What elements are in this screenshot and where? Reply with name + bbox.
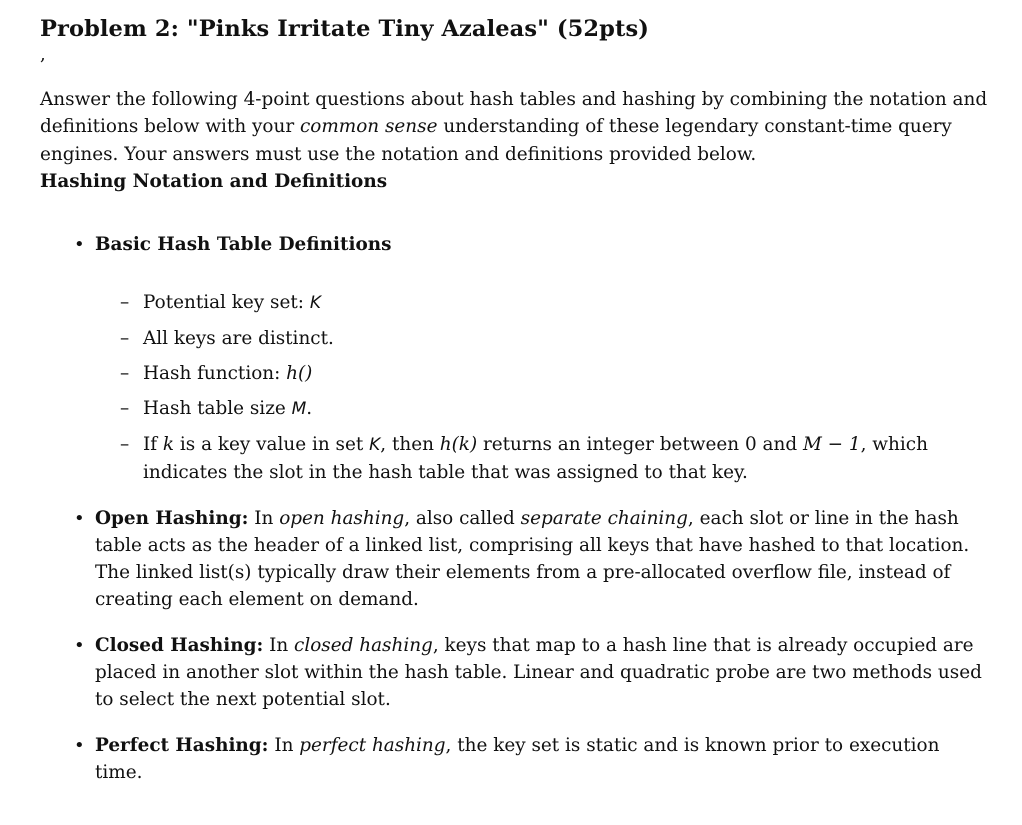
closed-hashing-text: , keys that map to a hash line that is already occupied are placed in another slot within the hash table. Linear and quadratic probe are two methods used to select the next potential slot. <box>95 635 982 711</box>
open-hashing-heading: Open Hashing: <box>95 508 249 530</box>
sub-item-hash-range <box>95 431 990 486</box>
dash-marker: – <box>120 328 130 350</box>
sub-item-hash-function <box>95 360 990 387</box>
sub-item-text: returns an integer between 0 and <box>477 434 803 456</box>
perfect-hashing-item <box>40 732 990 786</box>
sub-item-text: , which indicates the slot in the hash table that was assigned to that key. <box>143 434 928 484</box>
sub-item-text: Hash function: <box>143 363 287 385</box>
dash-marker: – <box>120 363 130 385</box>
bullet-marker: • <box>74 735 85 757</box>
basic-definitions-sublist <box>95 289 990 486</box>
math-key-set: K <box>369 435 381 456</box>
sub-item-text: , then <box>380 434 440 456</box>
closed-hashing-text: In <box>263 635 295 657</box>
dash-marker: – <box>120 292 130 314</box>
sub-item-table-size <box>95 395 990 423</box>
math-h-of-k: h(k) <box>439 434 478 456</box>
closed-hashing-heading: Closed Hashing: <box>95 635 264 657</box>
open-hashing-item <box>40 505 990 613</box>
problem-title: Problem 2: "Pinks Irritate Tiny Azaleas" (52pts) <box>40 16 649 42</box>
perfect-hashing-heading: Perfect Hashing: <box>95 735 269 757</box>
basic-definitions-item <box>40 231 990 486</box>
open-hashing-text: , also called <box>404 508 521 530</box>
document-page <box>40 14 990 805</box>
dash-marker: – <box>120 398 130 420</box>
sub-item-text: is a key value in set <box>174 434 370 456</box>
intro-emphasis: common sense <box>299 116 438 138</box>
intro-text-1: Answer the following 4-point questions about hash tables and hashing by combining the notation and definitions below with your <box>40 89 988 138</box>
perfect-hashing-text: In <box>268 735 300 757</box>
math-k: k <box>162 434 175 456</box>
perfect-hashing-emphasis: perfect hashing <box>299 735 446 757</box>
sub-item-text: If <box>143 434 163 456</box>
intro-text-2: understanding of these legendary constant-time query engines. Your answers must use the notation and definitions provided below. <box>40 116 952 165</box>
stray-mark: , <box>40 44 46 65</box>
bullet-marker: • <box>74 234 85 256</box>
sub-item-text: Hash table size <box>143 398 292 420</box>
math-table-size: M <box>291 399 307 420</box>
bullet-marker: • <box>74 635 85 657</box>
open-hashing-emphasis: open hashing <box>279 508 405 530</box>
dash-marker: – <box>120 434 130 456</box>
bullet-marker: • <box>74 508 85 530</box>
sub-item-text: All keys are distinct. <box>143 328 334 350</box>
open-hashing-text: , each slot or line in the hash table acts as the header of a linked list, comprising all keys that have hashed to that location. The linked list(s) typically draw their elements from a pre-allocated overflow file, instead of creating each element on demand. <box>95 508 970 611</box>
closed-hashing-emphasis: closed hashing <box>294 635 433 657</box>
math-m-minus-one: M − 1 <box>802 434 861 456</box>
closed-hashing-item <box>40 632 990 713</box>
intro-paragraph <box>40 86 990 168</box>
open-hashing-text: In <box>248 508 280 530</box>
sub-item-key-set <box>95 289 990 317</box>
math-key-set: K <box>309 293 321 314</box>
math-hash-function: h() <box>286 363 313 385</box>
separate-chaining-emphasis: separate chaining <box>520 508 688 530</box>
perfect-hashing-text: , the key set is static and is known prior to execution time. <box>95 735 940 784</box>
sub-item-distinct <box>95 325 990 352</box>
definitions-list <box>40 231 990 786</box>
definitions-heading: Hashing Notation and Definitions <box>40 170 388 192</box>
basic-definitions-heading: Basic Hash Table Definitions <box>95 234 392 256</box>
sub-item-punct: . <box>306 398 313 420</box>
sub-item-text: Potential key set: <box>143 292 310 314</box>
